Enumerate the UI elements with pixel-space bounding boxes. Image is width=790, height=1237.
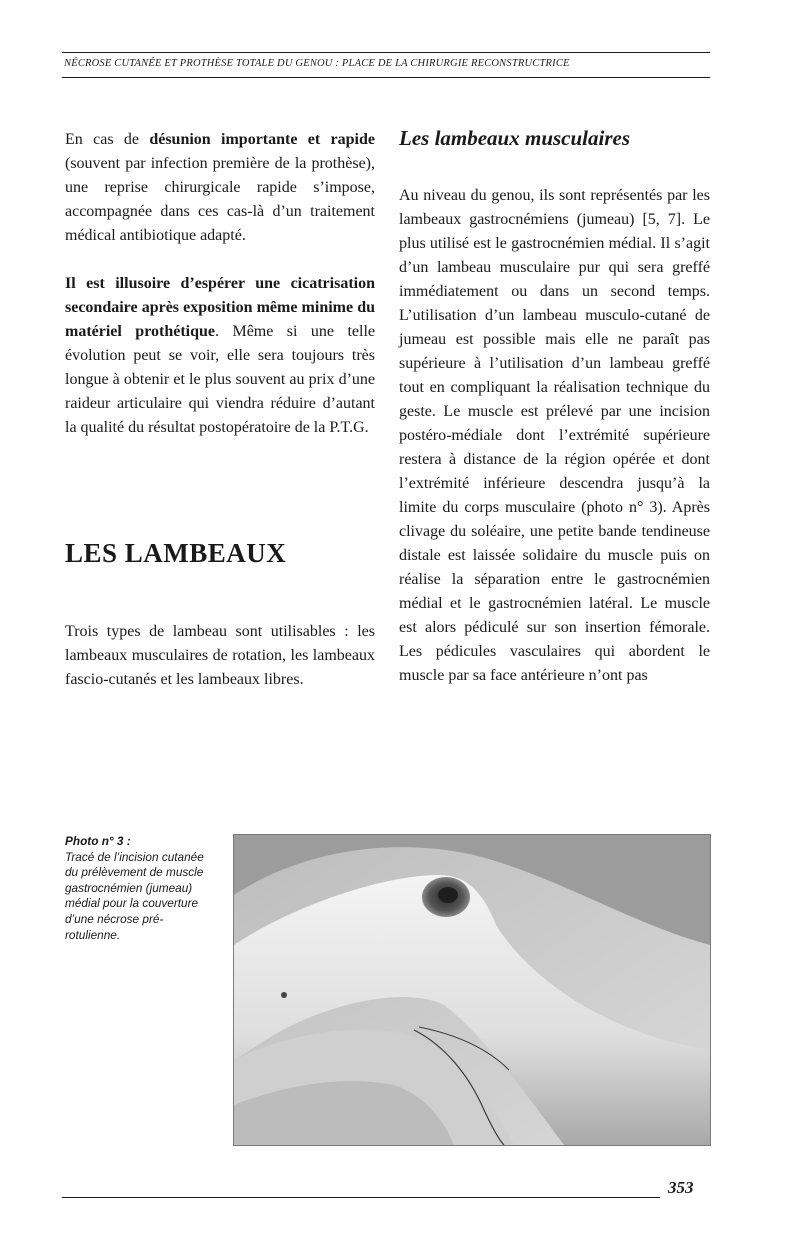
para1-emphasis: désunion importante et rapide [149, 131, 375, 148]
knee-photo-graphic [234, 835, 710, 1145]
paragraph-types-lambeau: Trois types de lambeau sont utilisables : les lambeaux musculaires de rotation, les lambeaux fascio-cutanés et les lambeaux libres. [65, 623, 375, 688]
header-rule-top [62, 52, 710, 53]
figure-caption-text: Tracé de l’incision cutanée du prélèvement de muscle gastrocnémien (jumeau) médial pour la couverture d’une nécrose pré-rotulienne. [65, 849, 204, 942]
paragraph-desunion [65, 128, 375, 248]
footer-rule [62, 1197, 660, 1198]
section-heading: LES LAMBEAUX [65, 538, 287, 568]
para2-emphasis: Il est illusoire d’espérer une cicatrisation secondaire après exposition même minime du matériel prothétique [65, 275, 375, 340]
running-header: NÉCROSE CUTANÉE ET PROTHÈSE TOTALE DU GENOU : PLACE DE LA CHIRURGIE RECONSTRUCTRICE [64, 58, 570, 69]
para2-rest: . Même si une telle évolution peut se voir, elle sera toujours très longue à obtenir et le plus souvent au prix d’une raideur articulaire qui viendra réduire d’autant la qualité du résultat postopératoire de la P.T.G. [65, 323, 376, 436]
left-column [65, 128, 375, 440]
right-column [399, 184, 710, 688]
paragraph-gastrocnemien: Au niveau du genou, ils sont représentés par les lambeaux gastrocnémiens (jumeau) [5, 7]. Le plus utilisé est le gastrocnémien médial. Il s’agit d’un lambeau musculaire pur qui sera greffé immédiatement ou dans un second temps. L’utilisation d’un lambeau musculo-cutané de jumeau est possible mais elle ne paraît pas supérieure à l’utilisation d’un lambeau greffé tout en compliquant la réalisation technique du geste. Le muscle est prélevé par une incision postéro-médiale dont l’extrémité supérieure restera à distance de la région opérée et dont l’extrémité inférieure descendra jusqu’à la limite du corps musculaire (photo n° 3). Après clivage du soléaire, une petite bande tendineuse distale est laissée solidaire du muscle puis on réalise la séparation entre le gastrocnémien médial et le gastrocnémien latéral. Le muscle est alors pédiculé sur son insertion fémorale. Les pédicules vasculaires qui abordent le muscle par sa face antérieure n’ont pas [399, 187, 710, 684]
figure-caption [65, 834, 215, 943]
left-column-lower [65, 620, 375, 692]
knee-photo [233, 834, 711, 1146]
page-number: 353 [668, 1178, 694, 1197]
paragraph-illusoire [65, 272, 375, 440]
para1-intro: En cas de [65, 131, 150, 148]
figure-label: Photo n° 3 : [65, 834, 131, 848]
para1-rest: (souvent par infection première de la prothèse), une reprise chirurgicale rapide s’impose, accompagnée dans ces cas-là d’un traitement médical antibiotique adapté. [65, 155, 375, 244]
subheading-lambeaux-musculaires: Les lambeaux musculaires [399, 126, 631, 150]
header-rule-bottom [62, 77, 710, 78]
